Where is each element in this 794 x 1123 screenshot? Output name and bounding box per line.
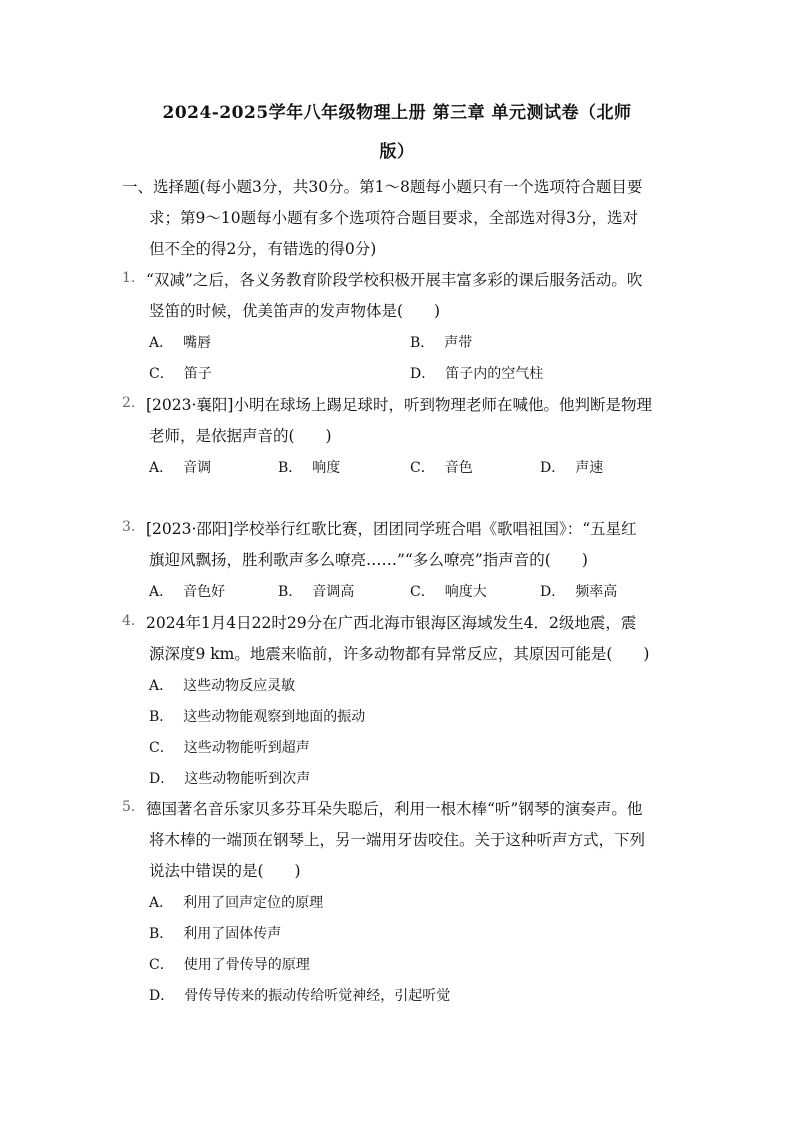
option-d: D． 声速 bbox=[540, 460, 604, 476]
question-text-line: [2023·襄阳]小明在球场上踢足球时，听到物理老师在喊他。他判断是物理 bbox=[146, 396, 652, 414]
section-heading-line3: 但不全的得2分，有错选的得0分) bbox=[149, 240, 377, 258]
question-text-line: 老师，是依据声音的( ) bbox=[149, 427, 332, 445]
option-b: B． 这些动物能观察到地面的振动 bbox=[149, 709, 366, 725]
question-text-line: “双减”之后，各义务教育阶段学校积极开展丰富多彩的课后服务活动。吹 bbox=[146, 271, 643, 289]
question-number: 1. bbox=[122, 270, 136, 286]
question-text-line: 竖笛的时候，优美笛声的发声物体是( ) bbox=[149, 302, 441, 320]
option-b: B． 响度 bbox=[278, 460, 341, 476]
question-text-line: [2023·邵阳]学校举行红歌比赛，团团同学班合唱《歌唱祖国》：“五星红 bbox=[146, 520, 637, 538]
document-title-line2: 版） bbox=[379, 142, 415, 162]
option-d: D． 骨传导传来的振动传给听觉神经，引起听觉 bbox=[149, 988, 451, 1004]
section-heading-line2: 求；第9～10题每小题有多个选项符合题目要求，全部选对得3分，选对 bbox=[149, 209, 638, 227]
option-b: B． 声带 bbox=[410, 335, 473, 351]
option-a: A． 音色好 bbox=[149, 584, 226, 600]
question-text-line: 德国著名音乐家贝多芬耳朵失聪后，利用一根木棒“听”钢琴的演奏声。他 bbox=[146, 800, 643, 818]
option-b: B． 利用了固体传声 bbox=[149, 926, 282, 942]
option-a: A． 嘴唇 bbox=[149, 335, 212, 351]
option-b: B． 音调高 bbox=[278, 584, 355, 600]
question-text-line: 将木棒的一端顶在钢琴上，另一端用牙齿咬住。关于这种听声方式，下列 bbox=[149, 831, 646, 849]
option-d: D． 这些动物能听到次声 bbox=[149, 771, 311, 787]
option-d: D． 笛子内的空气柱 bbox=[410, 366, 544, 382]
option-c: C． 使用了骨传导的原理 bbox=[149, 957, 310, 973]
option-d: D． 频率高 bbox=[540, 584, 618, 600]
option-c: C． 笛子 bbox=[149, 366, 212, 382]
question-text-line: 源深度9 km。地震来临前，许多动物都有异常反应，其原因可能是( ) bbox=[149, 645, 650, 663]
option-c: C． 这些动物能听到超声 bbox=[149, 740, 310, 756]
question-text-line: 说法中错误的是( ) bbox=[149, 862, 301, 880]
option-a: A． 利用了回声定位的原理 bbox=[149, 895, 324, 911]
option-c: C． 响度大 bbox=[410, 584, 487, 600]
question-text-line: 2024年1月4日22时29分在广西北海市银海区海域发生4．2级地震，震 bbox=[146, 614, 637, 632]
question-text-line: 旗迎风飘扬，胜利歌声多么嘹亮……”“多么嘹亮”指声音的( ) bbox=[149, 551, 588, 569]
document-title-line1: 2024-2025学年八年级物理上册 第三章 单元测试卷（北师 bbox=[162, 103, 632, 123]
option-c: C． 音色 bbox=[410, 460, 473, 476]
question-number: 3. bbox=[122, 519, 136, 535]
question-number: 2. bbox=[122, 395, 136, 411]
question-number: 4. bbox=[122, 613, 136, 629]
option-a: A． 这些动物反应灵敏 bbox=[149, 678, 296, 694]
section-heading: 一、选择题(每小题3分，共30分。第1～8题每小题只有一个选项符合题目要 bbox=[122, 178, 643, 196]
question-number: 5. bbox=[122, 799, 136, 815]
option-a: A． 音调 bbox=[149, 460, 212, 476]
